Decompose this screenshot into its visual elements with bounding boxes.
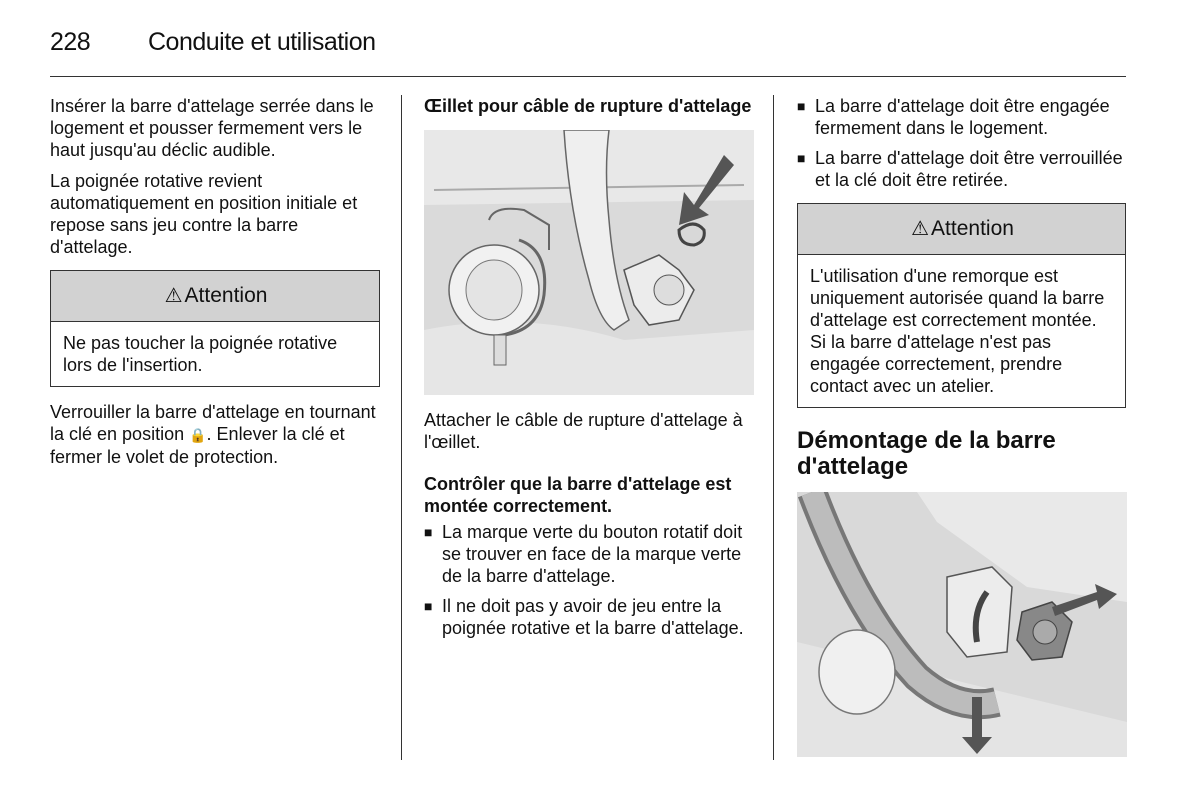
column-3 [797,95,1126,757]
list-item-text: Il ne doit pas y avoir de jeu entre la poignée rotative et la barre d'attelage. [442,596,744,638]
paragraph: Attacher le câble de rupture d'attelage à l'œillet. [424,410,743,452]
list-item [424,521,754,587]
warning-title: Attention [931,217,1014,240]
warning-text: L'utilisation d'une remorque est uniquement autorisée quand la barre d'attelage est correctement montée. Si la barre d'attelage n'est pas engagée correctement, prendre contact avec un atelier. [810,266,1105,396]
list-item [797,147,1126,191]
section-subheading: Contrôler que la barre d'attelage est montée correctement. [424,474,732,516]
page-number: 228 [50,28,91,56]
towbar-eyelet-illustration [424,130,754,395]
paragraph-text: . Enlever la clé et fermer le volet de protection. [50,424,345,467]
list-item-text: La marque verte du bouton rotatif doit se trouver en face de la marque verte de la barre d'attelage. [442,522,743,586]
column-divider [773,95,774,760]
towbar-removal-illustration [797,492,1127,757]
warning-title: Attention [184,284,268,307]
paragraph-text: Verrouiller la barre d'attelage en tournant la clé en position [50,402,376,444]
list-item [424,595,754,639]
column-2 [424,95,754,647]
bullet-icon: ■ [424,598,433,614]
lock-icon: 🔒 [189,427,207,443]
column-1 [50,95,380,477]
bullet-list [424,521,754,639]
warning-text: Ne pas toucher la poignée rotative lors de l'insertion. [63,333,338,375]
warning-header [798,204,1125,255]
section-heading: Œillet pour câble de rupture d'attelage [424,96,752,116]
warning-triangle-icon: ⚠ [911,218,930,240]
warning-header [51,271,379,322]
warning-box [797,203,1126,408]
list-item-text: La barre d'attelage doit être verrouillée et la clé doit être retirée. [815,148,1123,190]
paragraph [50,401,380,468]
bullet-list [797,95,1126,191]
page-header [50,24,1126,77]
section-title: Démontage de la barre d'attelage [797,427,1056,480]
paragraph: Insérer la barre d'attelage serrée dans le logement et pousser fermement vers le haut jusqu'au déclic audible. [50,96,374,160]
column-divider [401,95,402,760]
paragraph: La poignée rotative revient automatiquement en position initiale et repose sans jeu contre la barre d'attelage. [50,171,358,257]
bullet-icon: ■ [797,98,806,114]
list-item [797,95,1126,139]
list-item-text: La barre d'attelage doit être engagée fermement dans le logement. [815,96,1110,138]
bullet-icon: ■ [424,524,433,540]
bullet-icon: ■ [797,150,806,166]
warning-box [50,270,380,387]
warning-triangle-icon: ⚠ [164,285,183,307]
page-title: Conduite et utilisation [148,28,376,56]
